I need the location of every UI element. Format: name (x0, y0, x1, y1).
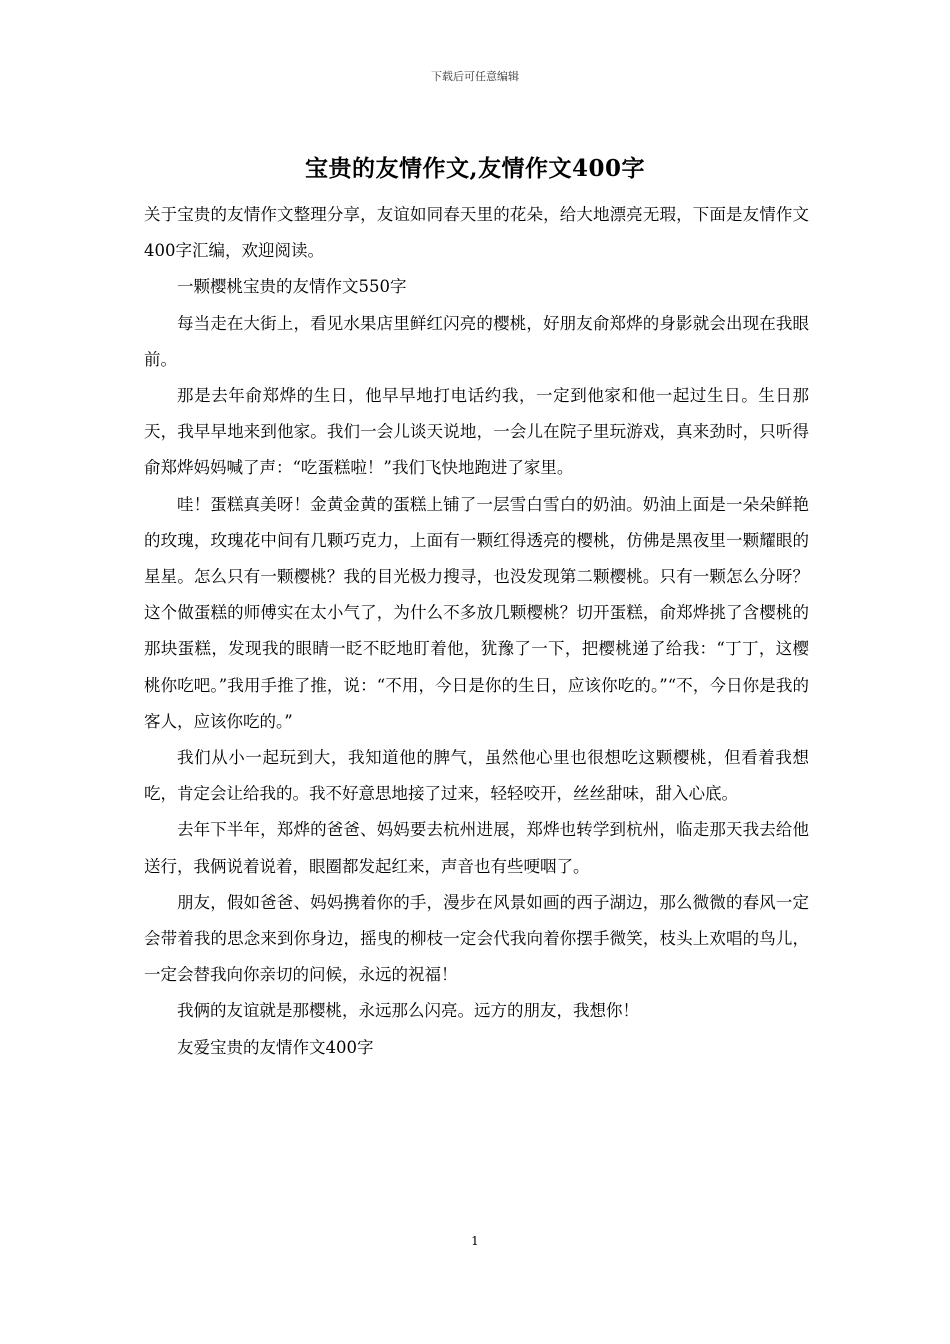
body-paragraph: 我俩的友谊就是那樱桃，永远那么闪亮。远方的朋友，我想你！ (177, 1001, 639, 1021)
header-note: 下载后可任意编辑 (431, 70, 519, 83)
body-paragraph: 哇！蛋糕真美呀！金黄金黄的蛋糕上铺了一层雪白雪白的奶油。奶油上面是一朵朵鲜艳的玫瑰，玫瑰花中间有几颗巧克力，上面有一颗红得透亮的樱桃，仿佛是黑夜里一颗耀眼的星星。怎么只有一颗樱桃？我的目光极力搜寻，也没发现第二颗樱桃。只有一颗怎么分呀？这个做蛋糕的师傅实在太小气了，为什么不多放几颗樱桃？切开蛋糕，俞郑烨挑了含樱桃的那块蛋糕，发现我的眼睛一眨不眨地盯着他，犹豫了一下，把樱桃递了给我：“丁丁，这樱桃你吃吧。”我用手推了推，说：“不用，今日是你的生日，应该你吃的。”“不，今日你是我的客人，应该你吃的。” (144, 494, 809, 731)
document-title: 宝贵的友情作文,友情作文400字 (304, 155, 646, 182)
body-paragraph: 每当走在大街上，看见水果店里鲜红闪亮的樱桃，好朋友俞郑烨的身影就会出现在我眼前。 (144, 313, 809, 369)
section-heading: 一颗樱桃宝贵的友情作文550字 (177, 277, 407, 297)
intro-paragraph: 关于宝贵的友情作文整理分享，友谊如同春天里的花朵，给大地漂亮无瑕，下面是友情作文400字汇编，欢迎阅读。 (144, 205, 809, 261)
page-number: 1 (471, 1234, 479, 1248)
body-paragraph: 去年下半年，郑烨的爸爸、妈妈要去杭州进展，郑烨也转学到杭州，临走那天我去给他送行，我俩说着说着，眼圈都发起红来，声音也有些哽咽了。 (144, 820, 809, 876)
body-paragraph: 朋友，假如爸爸、妈妈携着你的手，漫步在风景如画的西子湖边，那么微微的春风一定会带着我的思念来到你身边，摇曳的柳枝一定会代我向着你摆手微笑，枝头上欢唱的鸟儿，一定会替我向你亲切的问候，永远的祝福！ (144, 892, 809, 985)
body-paragraph: 那是去年俞郑烨的生日，他早早地打电话约我，一定到他家和他一起过生日。生日那天，我早早地来到他家。我们一会儿谈天说地，一会儿在院子里玩游戏，真来劲时，只听得俞郑烨妈妈喊了声：“吃蛋糕啦！”我们飞快地跑进了家里。 (144, 386, 809, 478)
document-body (144, 197, 809, 1066)
section-heading: 友爱宝贵的友情作文400字 (177, 1037, 374, 1057)
body-paragraph: 我们从小一起玩到大，我知道他的脾气，虽然他心里也很想吃这颗樱桃，但看着我想吃，肯定会让给我的。我不好意思地接了过来，轻轻咬开，丝丝甜味，甜入心底。 (144, 748, 809, 804)
